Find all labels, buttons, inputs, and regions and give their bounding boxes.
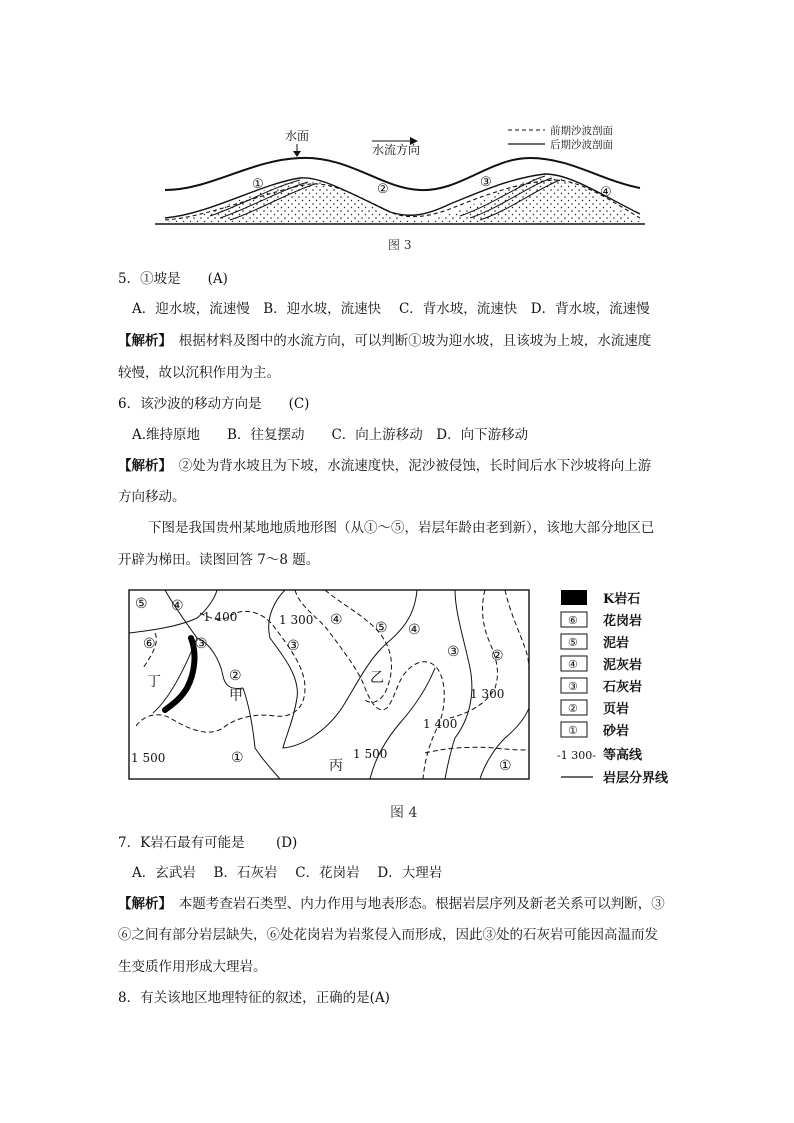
legend-label-mudstone: 泥岩 xyxy=(603,636,630,651)
question-5-analysis-line-2: 较慢，故以沉积作用为主。 xyxy=(118,365,280,381)
legend-label-sandstone: 砂岩 xyxy=(603,724,630,739)
question-5-analysis-line-1 xyxy=(118,332,651,350)
contour-label-1300-n: 1 300 xyxy=(279,613,314,627)
flow-direction-label: 水流方向 xyxy=(372,143,421,157)
figure-3-diagram xyxy=(150,118,650,233)
place-yi: 乙 xyxy=(370,670,384,686)
question-7-stem: 7．K岩石最有可能是 (D) xyxy=(118,835,298,851)
figure-3-caption: 图 3 xyxy=(388,238,412,252)
map-mark-1-s: ① xyxy=(231,750,244,766)
legend-mark-3: ③ xyxy=(568,680,578,693)
figure-4-caption: 图 4 xyxy=(390,805,418,821)
legend-boundary-label: 岩层分界线 xyxy=(603,771,669,786)
place-jia: 甲 xyxy=(229,688,243,704)
legend-mark-5: ⑤ xyxy=(568,636,578,649)
analysis-tag: 【解析】 xyxy=(118,896,166,912)
figure-3 xyxy=(150,118,650,233)
place-ding: 丁 xyxy=(147,674,161,690)
figure-4 xyxy=(125,588,685,788)
analysis-text: ②处为背水坡且为下坡，水流速度快，泥沙被侵蚀，长时间后水下沙坡将向上游 xyxy=(165,458,652,474)
rock-boundary-7 xyxy=(445,590,472,779)
analysis-tag: 【解析】 xyxy=(118,458,166,474)
contour-label-1400-w: 1 400 xyxy=(203,610,238,624)
legend-mark-4: ④ xyxy=(568,658,578,671)
contour-2 xyxy=(135,611,305,732)
analysis-text: 根据材料及图中的水流方向，可以判断①坡为迎水坡，且该坡为上坡，水流速度 xyxy=(165,333,652,349)
analysis-tag: 【解析】 xyxy=(118,333,166,349)
contour-label-1500-s: 1 500 xyxy=(353,747,388,761)
legend-contour-label: 等高线 xyxy=(603,748,643,763)
mark-4: ④ xyxy=(600,185,612,200)
question-6-options: A.维持原地 B．往复摆动 C．向上游移动 D．向下游移动 xyxy=(132,427,529,443)
rock-boundary-6 xyxy=(243,688,280,779)
map-mark-2: ② xyxy=(229,668,242,684)
contour-label-1300-e: 1 300 xyxy=(470,687,505,701)
question-8-stem: 8．有关该地区地理特征的叙述，正确的是(A) xyxy=(118,990,390,1006)
map-mark-4-ne: ④ xyxy=(408,622,421,638)
mark-1: ① xyxy=(252,177,264,192)
contour-label-1400-e: 1 400 xyxy=(423,717,458,731)
legend-label-limestone: 石灰岩 xyxy=(603,680,643,695)
legend-mark-1: ① xyxy=(568,724,578,737)
legend-mark-6: ⑥ xyxy=(568,614,578,627)
mark-2: ② xyxy=(377,182,389,197)
map-mark-3-n: ③ xyxy=(287,638,300,654)
map-mark-1-se: ① xyxy=(499,758,512,774)
water-surface-pointer-head xyxy=(293,151,301,157)
question-6-stem: 6．该沙波的移动方向是 (C) xyxy=(118,396,310,412)
legend-early-label: 前期沙波剖面 xyxy=(550,125,613,137)
legend-label-shale: 页岩 xyxy=(603,702,630,717)
legend-k-rock-swatch xyxy=(561,590,587,605)
map-mark-3-w: ③ xyxy=(195,636,208,652)
legend-label-granite: 花岗岩 xyxy=(603,614,643,629)
question-6-analysis-line-2: 方向移动。 xyxy=(118,489,186,505)
k-rock-outcrop xyxy=(165,638,194,710)
question-5-options: A．迎水坡，流速慢 B．迎水坡，流速快 C．背水坡，流速快 D．背水坡，流速慢 xyxy=(132,301,650,317)
question-7-options: A．玄武岩 B．石灰岩 C．花岗岩 D．大理岩 xyxy=(132,865,443,881)
legend-mark-2: ② xyxy=(568,702,578,715)
legend-label-marl: 泥灰岩 xyxy=(603,658,643,673)
question-6-analysis-line-1 xyxy=(118,457,651,475)
water-surface-label: 水面 xyxy=(285,129,310,143)
map-mark-3-e: ③ xyxy=(447,644,460,660)
figure-4-map xyxy=(125,588,685,788)
contour-7 xyxy=(425,747,529,753)
question-5-stem: 5．①坡是 (A) xyxy=(118,271,228,287)
question-7-analysis-line-1 xyxy=(118,895,665,913)
map-mark-5-n: ⑤ xyxy=(375,620,388,636)
question-7-analysis-line-2: ⑥之间有部分岩层缺失，⑥处花岗岩为岩浆侵入而形成，因此③处的石灰岩可能因高温而发 xyxy=(118,927,658,943)
map-mark-5-nw: ⑤ xyxy=(135,596,148,612)
map-mark-4-nw: ④ xyxy=(171,598,184,614)
map-mark-6: ⑥ xyxy=(143,636,156,652)
map-mark-2-e: ② xyxy=(491,648,504,664)
legend-k-rock-label: K岩石 xyxy=(603,592,641,607)
analysis-text: 本题考查岩石类型、内力作用与地表形态。根据岩层序列及新老关系可以判断，③ xyxy=(165,896,665,912)
intro-line-1: 下图是我国贵州某地地质地形图（从①～⑤，岩层年龄由老到新），该地大部分地区已 xyxy=(148,520,655,536)
contour-6 xyxy=(505,590,529,673)
contour-label-1500-w: 1 500 xyxy=(131,751,166,765)
legend-contour-sample: -1 300- xyxy=(557,749,596,762)
legend-late-label: 后期沙波剖面 xyxy=(550,139,613,151)
place-bing: 丙 xyxy=(329,758,343,774)
intro-line-2: 开辟为梯田。读图回答 7～8 题。 xyxy=(118,552,320,568)
mark-3: ③ xyxy=(480,175,492,190)
map-mark-4-n: ④ xyxy=(330,612,343,628)
question-7-analysis-line-3: 生变质作用形成大理岩。 xyxy=(118,959,267,975)
